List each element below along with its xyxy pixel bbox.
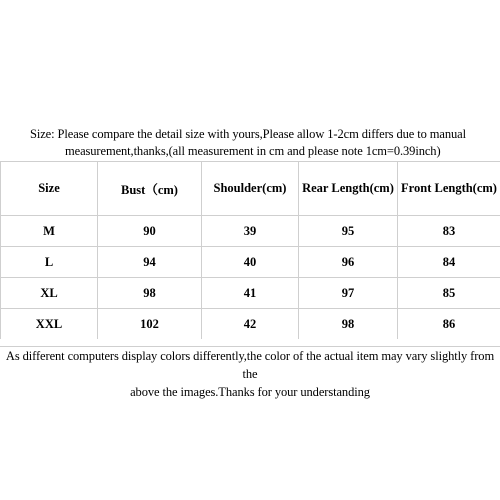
- size-note: [0, 121, 500, 161]
- cell-front-length: 84: [398, 247, 500, 278]
- size-note-line-2: measurement,thanks,(all measurement in cm and please note 1cm=0.39inch): [65, 144, 441, 158]
- cell-size: XL: [1, 278, 98, 309]
- table-row: [1, 278, 500, 309]
- cell-bust: 98: [98, 278, 202, 309]
- table-header-row: [1, 162, 500, 216]
- table-row: [1, 309, 500, 340]
- size-note-line-1: Size: Please compare the detail size with yours,Please allow 1-2cm differs due to manual: [30, 127, 466, 141]
- cell-bust: 102: [98, 309, 202, 340]
- cell-rear-length: 96: [299, 247, 398, 278]
- cell-rear-length: 95: [299, 216, 398, 247]
- cell-shoulder: 40: [202, 247, 299, 278]
- color-disclaimer: [0, 346, 500, 401]
- cell-rear-length: 98: [299, 309, 398, 340]
- cell-shoulder: 41: [202, 278, 299, 309]
- column-header-shoulder: Shoulder(cm): [202, 162, 299, 216]
- column-header-front-length: Front Length(cm): [398, 162, 500, 216]
- cell-shoulder: 42: [202, 309, 299, 340]
- cell-size: L: [1, 247, 98, 278]
- color-disclaimer-line-2: above the images.Thanks for your understanding: [130, 385, 370, 399]
- color-disclaimer-line-1: As different computers display colors differently,the color of the actual item may vary slightly from the: [5, 349, 495, 381]
- cell-bust: 94: [98, 247, 202, 278]
- cell-front-length: 85: [398, 278, 500, 309]
- cell-size: M: [1, 216, 98, 247]
- size-table: [0, 161, 500, 339]
- cell-shoulder: 39: [202, 216, 299, 247]
- cell-rear-length: 97: [299, 278, 398, 309]
- column-header-bust: Bust（cm): [98, 162, 202, 216]
- column-header-rear-length: Rear Length(cm): [299, 162, 398, 216]
- cell-size: XXL: [1, 309, 98, 340]
- cell-front-length: 86: [398, 309, 500, 340]
- table-row: [1, 247, 500, 278]
- column-header-size: Size: [1, 162, 98, 216]
- table-row: [1, 216, 500, 247]
- cell-bust: 90: [98, 216, 202, 247]
- cell-front-length: 83: [398, 216, 500, 247]
